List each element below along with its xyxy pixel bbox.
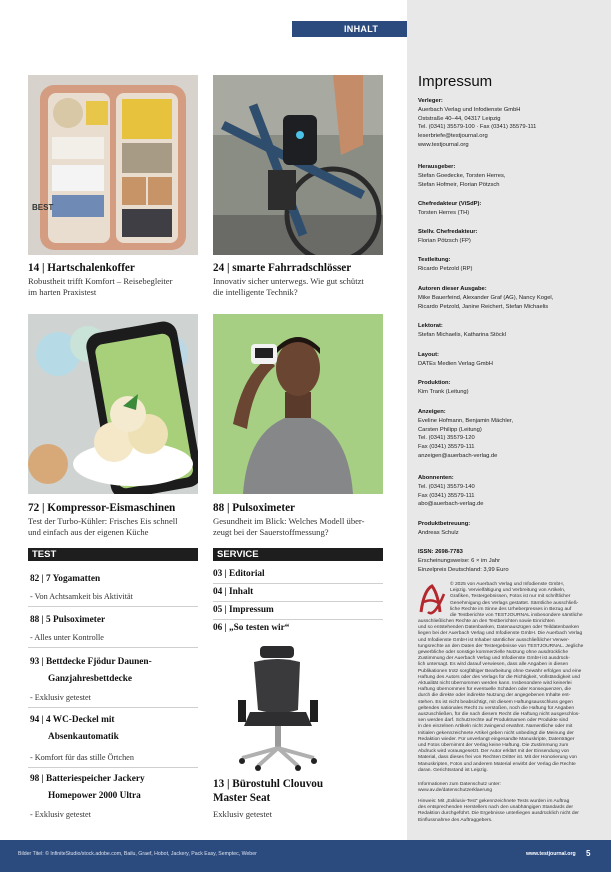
legal-line: geltendes nationales Recht zu verstoßen, noch die Haftung für Angaben: [418, 705, 575, 711]
legal-line: Manuskripten, Fotos und anderem Material erwirbt der Verlag die Rechte: [418, 761, 576, 767]
impressum-email-link[interactable]: abo@auerbach-verlag.de: [418, 501, 484, 508]
suitcase-brand-label: BEST: [32, 203, 54, 212]
impressum-label: Herausgeber:: [418, 164, 456, 170]
feature-teaser: Test der Turbo-Kühler: Frisches Eis schnell: [28, 516, 178, 526]
feature-title[interactable]: 24 | smarte Fahrradschlösser: [213, 262, 352, 274]
impressum-line: Erscheinungsweise: 6 × im Jahr: [418, 557, 500, 564]
datenschutz-link[interactable]: www.av.de/datenschutzerklaerung: [418, 788, 493, 794]
footer-url-link[interactable]: www.testjournal.org: [526, 851, 576, 857]
test-item-title[interactable]: Ganzjahresbettdecke: [48, 674, 133, 684]
test-item-title[interactable]: 82 | 7 Yogamatten: [30, 574, 101, 584]
impressum-label: Testleitung:: [418, 257, 451, 263]
feature-title[interactable]: 88 | Pulsoximeter: [213, 502, 295, 514]
legal-line: gewerbliche oder sonstige kommerzielle Nutzung ohne ausdrückliche: [418, 650, 569, 656]
feature-title[interactable]: 14 | Hartschalenkoffer: [28, 262, 135, 274]
feature-teaser: Robustheit trifft Komfort – Reisebegleiter: [28, 276, 173, 286]
divider: [213, 583, 383, 584]
impressum-label: Anzeigen:: [418, 409, 446, 415]
legal-line: Publikationen trotz sorgfältiger Bearbeitung ohne Gewähr erfolgen und eine: [418, 668, 582, 674]
divider: [213, 619, 383, 620]
impressum-line: Stefan Michaelis, Katharina Stöckl: [418, 331, 506, 338]
feature-title[interactable]: Master Seat: [213, 792, 271, 804]
test-item-sub: - Komfort für das stille Örtchen: [30, 753, 134, 762]
legal-line: Grafiken, Testergebnissen, Fotos ist nur mit schriftlicher: [450, 594, 571, 600]
suitcase-image: [28, 75, 198, 255]
feature-teaser: im harten Praxistest: [28, 287, 97, 297]
impressum-herausgeber: [418, 163, 603, 189]
impressum-issn: [418, 548, 603, 574]
divider: [213, 601, 383, 602]
impressum-line: Mike Bauerfeind, Alexander Graf (AG), Nancy Kogel,: [418, 294, 554, 301]
impressum-line: Florian Pötzsch (FP): [418, 237, 471, 244]
impressum-line: Eveline Hofmann, Benjamin Mächler,: [418, 417, 514, 424]
feature-title[interactable]: 13 | Bürostuhl Clouvou: [213, 778, 324, 790]
legal-line: tungsrechte an den Daten der Testergebnisse von TESTJOURNAL. Jegliche: [418, 643, 584, 649]
service-item[interactable]: 04 | Inhalt: [213, 587, 254, 597]
legal-line: Genehmigung des Verlags gestattet. Sämtliche ausschließ-: [450, 600, 579, 606]
impressum-line: Kim Trank (Leitung): [418, 388, 469, 395]
service-item[interactable]: 05 | Impressum: [213, 605, 274, 615]
impressum-label: Autoren dieser Ausgabe:: [418, 286, 487, 292]
impressum-line: Einzelpreis Deutschland: 3,99 Euro: [418, 566, 509, 573]
impressum-label: Layout:: [418, 352, 439, 358]
impressum-verleger: [418, 97, 603, 150]
impressum-line: Tel. (0341) 35579-120: [418, 435, 475, 442]
legal-line: des entsprechenden Herstellers nach den unabhängigen Standards der: [418, 805, 573, 811]
impressum-line: Stefan Hofmeir, Florian Pötzsch: [418, 181, 500, 188]
legal-line: Leipzig. Vervielfältigung und Verbreitung von Artikeln,: [450, 588, 566, 594]
test-item-sub: - Exklusiv getestet: [30, 810, 91, 819]
publisher-logo: [418, 582, 446, 620]
impressum-label: Produktbetreuung:: [418, 521, 471, 527]
office-chair-image: [228, 644, 328, 772]
legal-line: Redaktion durchgeführt. Die Ergebnisse unterliegen ausdrücklich nicht der: [418, 811, 579, 817]
legal-disclaimer: [418, 619, 603, 774]
test-item-title[interactable]: Absenkautomatik: [48, 732, 119, 742]
impressum-line: Torsten Herres (TH): [418, 209, 470, 216]
legal-line: Informationen zum Datenschutz unter:: [418, 782, 501, 787]
legal-line: die Testberichte von TESTJOURNAL insbesondere sämtliche: [450, 613, 583, 619]
impressum-title: Impressum: [418, 73, 493, 90]
impressum-produktbetreuung: [418, 520, 603, 538]
legal-line: ausschließlichen Rechte an den Testberichten sowie Einrichten: [418, 619, 555, 624]
legal-line: Einflussnahme des Auftraggebers.: [418, 817, 493, 823]
divider: [28, 647, 198, 648]
impressum-produktion: [418, 379, 603, 397]
test-item-sub: - Exklusiv getestet: [30, 693, 91, 702]
service-item[interactable]: 06 | „So testen wir“: [213, 623, 290, 633]
impressum-label: Chefredakteur (ViSdP):: [418, 201, 482, 207]
legal-line: © 2025 von Auerbach Verlag und Infodienste GmbH,: [450, 582, 564, 587]
impressum-line: Fax (0341) 35579-111: [418, 444, 475, 451]
legal-line: und Infodienste GmbH ist Inhaber sämtlicher ausschließlicher Verwer-: [418, 637, 570, 643]
page-footer: [0, 840, 611, 872]
impressum-line: DATEs Medien Verlag GmbH: [418, 360, 493, 367]
impressum-label: Abonnenten:: [418, 475, 454, 481]
datenschutz-note: [418, 782, 603, 794]
impressum-line: Auerbach Verlag und Infodienste GmbH: [418, 106, 521, 113]
test-section-heading: TEST: [28, 548, 198, 561]
pulse-oximeter-image: [213, 314, 383, 494]
impressum-line: Ricardo Petzold, Janine Reichert, Stefan Michaelis: [418, 303, 549, 310]
legal-line: durch die direkte oder indirekte Nutzung der angegebenen Inhalte ent-: [418, 693, 571, 699]
divider: [28, 606, 198, 607]
test-item-sub: - Von Achtsamkeit bis Aktivität: [30, 592, 133, 601]
bike-lock-image: [213, 75, 383, 255]
legal-line: sen werden darf. Schutzrechte auf Produktnamen oder Produkte sind: [418, 718, 569, 724]
divider: [28, 707, 198, 708]
feature-teaser: Gesundheit im Blick: Welches Modell über-: [213, 516, 365, 526]
impressum-label: Produktion:: [418, 380, 451, 386]
impressum-chefredakteur: [418, 200, 603, 218]
legal-line: Abdruck wird vorausgesetzt. Der Autor erklärt mit der Einsendung von: [418, 749, 570, 755]
exklusiv-test-note: [418, 799, 603, 824]
impressum-line: Oststraße 40–44, 04317 Leipzig: [418, 115, 501, 122]
service-item[interactable]: 03 | Editorial: [213, 569, 265, 579]
impressum-line: Tel. (0341) 35579-140: [418, 483, 475, 490]
impressum-email-link[interactable]: leserbriefe@testjournal.org: [418, 133, 488, 140]
impressum-lektorat: [418, 322, 603, 340]
impressum-line: Andreas Schulz: [418, 529, 459, 536]
legal-line: Redaktion wieder. Für unverlangt eingesandte Manuskripte, Datenträger: [418, 736, 575, 742]
impressum-email-link[interactable]: anzeigen@auerbach-verlag.de: [418, 452, 498, 459]
test-item-title[interactable]: 88 | 5 Pulsoximeter: [30, 615, 106, 625]
impressum-line: Carsten Philipp (Leitung): [418, 426, 482, 433]
impressum-line: Fax (0341) 35579-111: [418, 492, 475, 499]
legal-line: liegen bei der Auerbach Verlag und Infodienste GmbH. Die Auerbach Verlag: [418, 631, 583, 637]
legal-line: Hinweis: Mit „Exklusiv-Test“ gekennzeichnete Tests wurden im Auftrag: [418, 799, 570, 804]
section-tab: INHALT: [292, 21, 407, 37]
impressum-autoren: [418, 285, 603, 311]
impressum-label: Lektorat:: [418, 323, 443, 329]
test-item-title[interactable]: 94 | 4 WC-Deckel mit: [30, 715, 115, 725]
impressum-web-link[interactable]: www.testjournal.org: [418, 141, 469, 148]
legal-line: und Fotos übernimmt der Verlag keine Haftung. Die Zustimmung zum: [418, 743, 569, 749]
copyright-notice: [450, 582, 603, 619]
impressum-anzeigen: [418, 408, 603, 461]
feature-teaser: Exklusiv getestet: [213, 809, 272, 819]
feature-teaser: die intelligente Technik?: [213, 287, 298, 297]
test-item-title[interactable]: 93 | Bettdecke Fjödur Daunen-: [30, 657, 152, 667]
divider: [28, 767, 198, 768]
test-item-sub: - Alles unter Kontrolle: [30, 633, 104, 642]
impressum-line: Ricardo Petzold (RP): [418, 265, 473, 272]
legal-line: Material, dass dieses frei von Rechten Dritter ist. Mit der Honorierung von: [418, 755, 578, 761]
test-item-title[interactable]: Homepower 2000 Ultra: [48, 791, 141, 801]
legal-line: Aktualität nicht übernommen werden kann. Insbesondere wird keinerlei: [418, 681, 572, 687]
impressum-line: Stefan Goedecke, Torsten Herres,: [418, 172, 506, 179]
impressum-line: Tel. (0341) 35579-100 · Fax (0341) 35579-111: [418, 124, 537, 131]
legal-line: in den einzelnen Artikeln nicht zwingend erwähnt. Namentliche oder mit: [418, 724, 573, 730]
impressum-label: ISSN: 2698-7783: [418, 549, 463, 555]
legal-line: stehen. Es ist nicht beabsichtigt, mit diesem Haftungsausschluss gegen: [418, 699, 573, 705]
impressum-abonnenten: [418, 474, 603, 509]
feature-title[interactable]: 72 | Kompressor-Eismaschinen: [28, 502, 176, 514]
impressum-layout: [418, 351, 603, 369]
feature-teaser: und einfach aus der eigenen Küche: [28, 527, 149, 537]
legal-line: Initialen gekennzeichnete Artikel geben nicht unbedingt die Meinung der: [418, 730, 574, 736]
legal-line: Haftung übernommen für eventuelle Schäden oder Konsequenzen, die: [418, 687, 572, 693]
service-section-heading: SERVICE: [213, 548, 383, 561]
impressum-label: Verleger:: [418, 98, 443, 104]
feature-teaser: Innovativ sicher unterwegs. Wie gut schützt: [213, 276, 364, 286]
legal-line: liche Rechte im Sinne des Urheberpresses in Bezug auf: [450, 606, 572, 612]
feature-teaser: zeugt bei der Sauerstoffmessung?: [213, 527, 329, 537]
legal-line: Zustimmung der Auerbach Verlag und Infodienste GmbH ist ausdrück-: [418, 656, 570, 662]
legal-line: daran. Gerichtsstand ist Leipzig.: [418, 767, 488, 773]
page-number: 5: [586, 849, 591, 858]
ice-cream-image: [28, 314, 198, 494]
impressum-testleitung: [418, 256, 603, 274]
test-item-title[interactable]: 98 | Batteriespeicher Jackery: [30, 774, 145, 784]
impressum-stellv: [418, 228, 603, 246]
legal-line: und so entstehenden Datenbanken, Datenauszügen oder Teildatenbanken: [418, 625, 580, 631]
legal-line: Haftung des Autors oder des Verlags für die Richtigkeit, Vollständigkeit und: [418, 674, 581, 680]
legal-line: lich untersagt. Es wird darauf verwiesen, dass alle Angaben in diesen: [418, 662, 569, 668]
photo-credits: Bilder Titel: © InfiniteStudio/stock.adobe.com, Bailu, Graef, Hobot, Jackery, Pack Easy, Semptec, Weber: [18, 851, 257, 857]
legal-line: auszuschließen, für die nach diesem Recht die Haftung nicht ausgeschlos-: [418, 712, 580, 718]
impressum-label: Stellv. Chefredakteur:: [418, 229, 478, 235]
